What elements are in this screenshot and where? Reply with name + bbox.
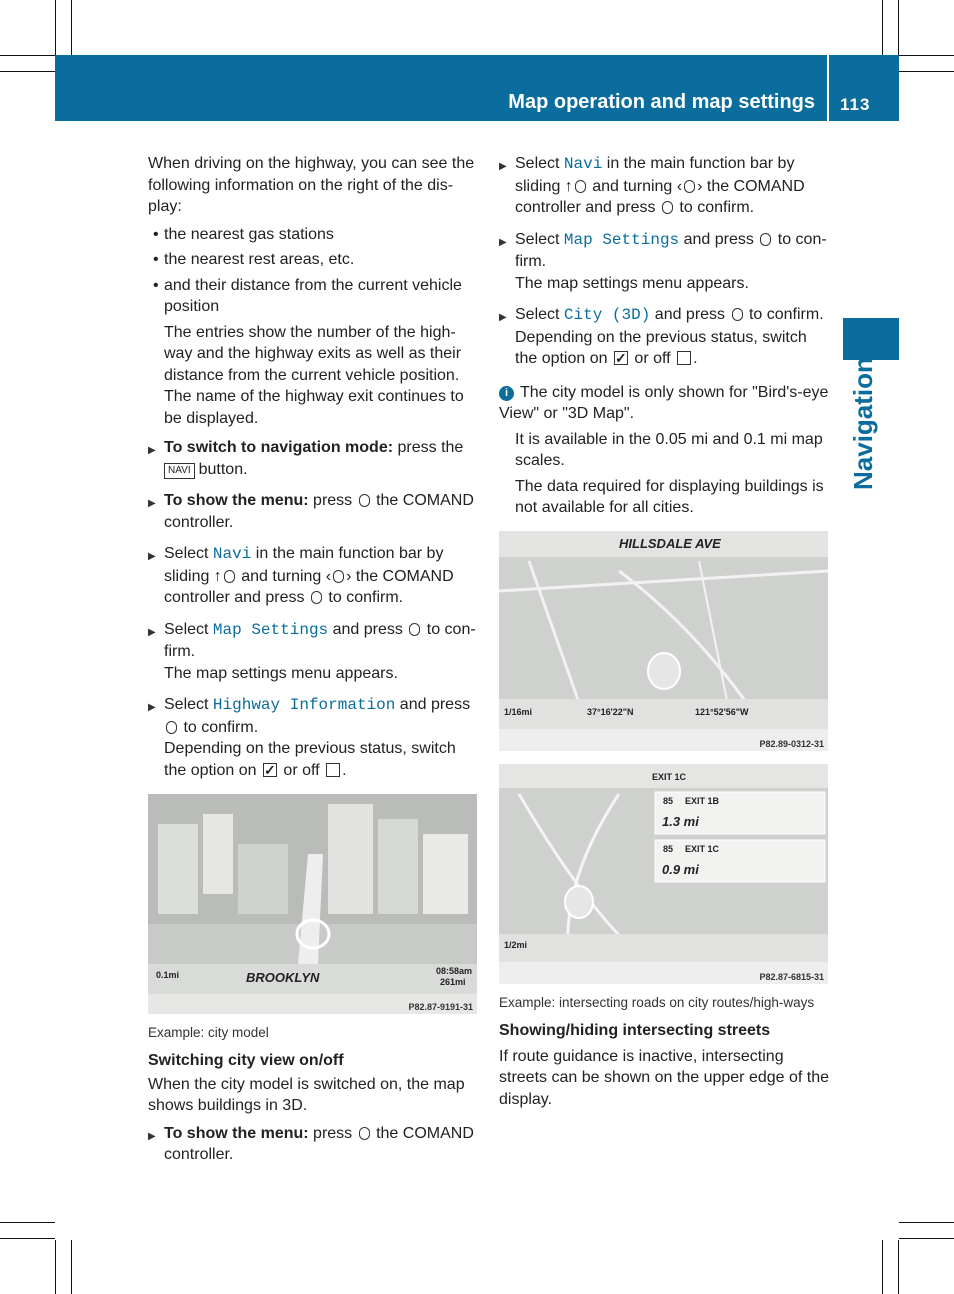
list-item: • and their distance from the current vehicle position: [148, 275, 480, 318]
step-text: Select: [515, 155, 564, 172]
step-note: The map settings menu appears.: [164, 664, 398, 682]
step-text: to con-firm.: [515, 230, 827, 270]
controller-icon: [575, 180, 586, 193]
list-item: • the nearest gas stations: [148, 224, 480, 246]
info-note: [499, 382, 831, 425]
menu-item-code: City (3D): [563, 306, 651, 324]
step-note: Depending on the previous status, switch the option on: [164, 740, 456, 779]
instruction-step: [499, 153, 831, 219]
controller-press-icon: [359, 1127, 370, 1140]
step-lead: To show the menu:: [164, 1124, 309, 1142]
instruction-step: [148, 619, 480, 685]
crop-mark: [899, 1238, 954, 1239]
instruction-step: [148, 490, 480, 533]
section-title: Map operation and map settings: [508, 91, 815, 113]
left-column-bottom: [148, 1024, 480, 1170]
header-divider: [827, 55, 829, 121]
checkbox-on-icon: [614, 351, 628, 365]
step-text: to confirm.: [674, 199, 755, 216]
step-text: in the main function bar by sliding ↑: [515, 155, 795, 195]
step-text: › the COMAND controller and press: [515, 177, 805, 216]
figure-id: P82.87-9191-31: [408, 1002, 473, 1012]
checkbox-off-icon: [677, 351, 691, 365]
right-column: [499, 153, 831, 525]
checkbox-off-icon: [326, 763, 340, 777]
step-text: Select: [515, 230, 564, 248]
controller-press-icon: [311, 591, 322, 604]
step-text: and press: [328, 620, 403, 638]
step-text: Select: [515, 306, 564, 323]
exit-label: EXIT 1C: [685, 844, 720, 854]
street-map-illustration: [499, 531, 828, 751]
exit-distance: 1.3 mi: [662, 814, 699, 829]
bullet-note: The entries show the number of the high-way and the highway exits as well as their distance from the current vehicle position. The name of the highway exit continues to be displayed.: [164, 323, 464, 427]
instruction-step: [499, 304, 831, 370]
step-text: press: [308, 492, 353, 509]
step-text: press: [308, 1124, 353, 1142]
page-header: [55, 55, 899, 121]
street-name-label: HILLSDALE AVE: [619, 536, 721, 551]
step-note: The map settings menu appears.: [515, 274, 749, 292]
step-note: or off: [278, 761, 320, 779]
step-text: Select: [164, 696, 213, 713]
exit-top-label: EXIT 1C: [652, 772, 687, 782]
step-text: to confirm.: [744, 306, 824, 323]
controller-icon: [684, 180, 695, 193]
chapter-label: Navigation: [848, 357, 878, 490]
menu-item-code: Navi: [212, 545, 252, 563]
step-text: and press: [395, 696, 471, 713]
crop-mark: [55, 1240, 56, 1294]
paragraph: If route guidance is inactive, intersecting streets can be shown on the upper edge of the display.: [499, 1047, 830, 1108]
controller-press-icon: [359, 494, 370, 507]
step-note: Depending on the previous status, switch the option on: [515, 328, 807, 367]
controller-press-icon: [409, 623, 420, 636]
map-time-label: 08:58am: [436, 966, 473, 976]
longitude-label: 121°52'56"W: [695, 707, 749, 717]
crop-mark: [882, 0, 883, 55]
checkbox-on-icon: [263, 763, 277, 777]
step-note: .: [342, 761, 347, 779]
step-text: in the main function bar by sliding ↑: [164, 545, 444, 585]
exit-distance: 0.9 mi: [662, 862, 699, 877]
latitude-label: 37°16'22"N: [587, 707, 634, 717]
controller-icon: [333, 570, 344, 583]
crop-mark: [899, 71, 954, 72]
exit-label: EXIT 1B: [685, 796, 720, 806]
page-number: 113: [840, 95, 871, 114]
controller-press-icon: [760, 233, 771, 246]
highway-shield: 85: [663, 844, 674, 854]
map-distance-label: 261mi: [440, 977, 466, 987]
step-text: the COMAND controller.: [164, 492, 474, 531]
step-text: and turning ‹: [236, 567, 332, 585]
crop-mark: [0, 1222, 55, 1223]
info-icon: i: [499, 386, 514, 401]
step-text: the COMAND controller.: [164, 1124, 474, 1163]
figure-id: P82.87-6815-31: [759, 972, 824, 982]
step-text: and press: [679, 230, 754, 248]
crop-mark: [882, 1240, 883, 1294]
step-text: and turning ‹: [587, 177, 683, 195]
right-column-bottom: [499, 994, 831, 1116]
figure-caption: Example: city model: [148, 1025, 269, 1040]
crop-mark: [71, 1240, 72, 1294]
map-location-label: BROOKLYN: [246, 970, 320, 985]
step-text: Select: [164, 620, 213, 638]
controller-press-icon: [166, 721, 177, 734]
list-item: • the nearest rest areas, etc.: [148, 249, 480, 271]
crop-mark: [899, 1222, 954, 1223]
step-lead: To switch to navigation mode:: [164, 439, 394, 456]
city-model-screenshot: [148, 794, 477, 1014]
figure-id: P82.89-0312-31: [759, 739, 824, 749]
step-text: to confirm.: [323, 589, 404, 606]
map-scale-label: 1/2mi: [504, 940, 528, 950]
step-note: .: [693, 350, 698, 367]
crop-mark: [71, 0, 72, 55]
crop-mark: [55, 0, 56, 55]
instruction-step: [148, 437, 480, 480]
step-lead: To show the menu:: [164, 492, 309, 509]
step-text: button.: [198, 460, 248, 478]
left-column: [148, 153, 480, 785]
step-text: and press: [650, 306, 726, 323]
step-text: to confirm.: [179, 718, 259, 736]
menu-item-code: Navi: [563, 155, 603, 173]
instruction-step: [148, 543, 480, 609]
crop-mark: [898, 1240, 899, 1294]
map-street-screenshot: [499, 531, 828, 751]
side-tab: [843, 318, 899, 360]
crop-mark: [0, 1238, 55, 1239]
menu-item-code: Map Settings: [212, 620, 329, 639]
instruction-step: [148, 1123, 480, 1166]
subheading: Showing/hiding intersecting streets: [499, 1022, 771, 1039]
map-exits-screenshot: [499, 764, 828, 984]
instruction-step: [148, 694, 480, 781]
figure-caption: Example: intersecting roads on city routes/high-ways: [499, 995, 815, 1010]
crop-mark: [0, 55, 55, 56]
menu-item-code: Highway Information: [212, 696, 396, 714]
step-text: press the: [393, 439, 464, 456]
step-text: to con-firm.: [164, 620, 476, 660]
highway-shield: 85: [663, 796, 674, 806]
step-note: or off: [629, 350, 671, 367]
info-text: The data required for displaying buildings is not available for all cities.: [515, 477, 824, 516]
info-text: The city model is only shown for "Bird's-eye View" or "3D Map".: [499, 383, 829, 422]
map-scale-label: 0.1mi: [156, 970, 180, 980]
menu-item-code: Map Settings: [563, 230, 680, 249]
step-text: Select: [164, 545, 213, 562]
intro-paragraph: When driving on the highway, you can see the following information on the right of the dis-play:: [148, 155, 475, 215]
crop-mark: [898, 0, 899, 55]
navi-button-icon: NAVI: [164, 463, 195, 479]
step-text: › the COMAND controller and press: [164, 567, 454, 606]
crop-mark: [0, 71, 55, 72]
crop-mark: [899, 55, 954, 56]
paragraph: When the city model is switched on, the map shows buildings in 3D.: [148, 1075, 465, 1114]
controller-press-icon: [662, 201, 673, 214]
map-scale-label: 1/16mi: [504, 707, 533, 717]
controller-icon: [224, 570, 235, 583]
info-text: It is available in the 0.05 mi and 0.1 mi map scales.: [515, 430, 823, 469]
instruction-step: [499, 229, 831, 295]
controller-press-icon: [732, 308, 743, 321]
subheading: Switching city view on/off: [148, 1052, 344, 1069]
